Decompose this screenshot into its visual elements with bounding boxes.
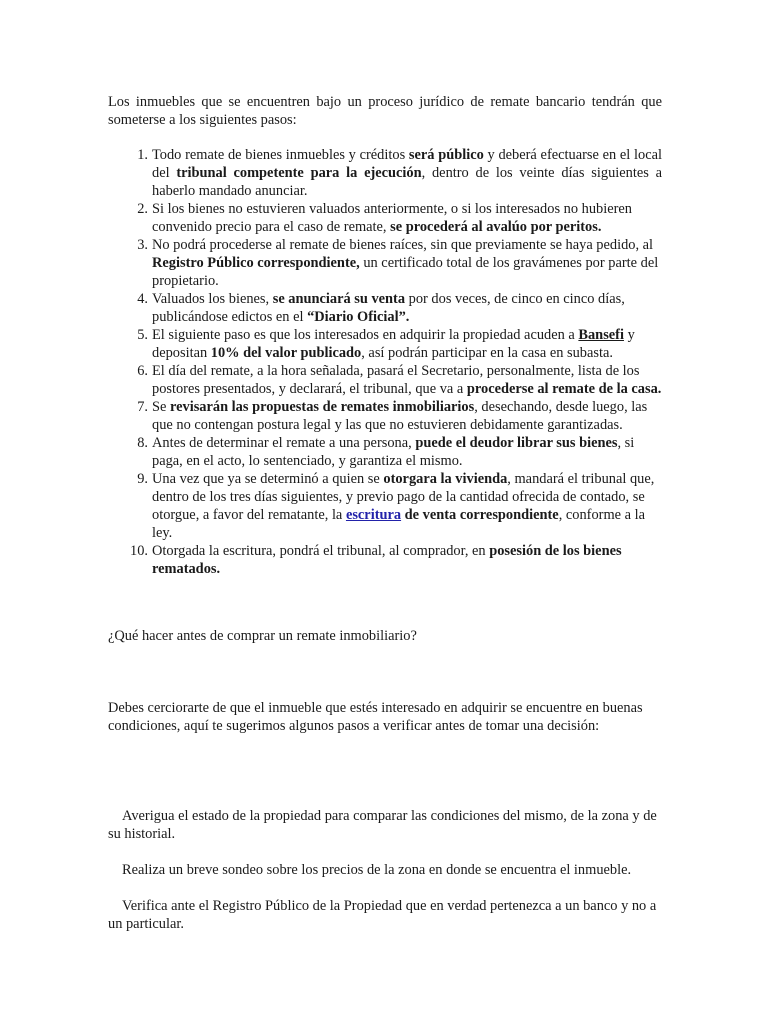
step-text: , dentro de los veinte días siguientes a haberlo mandado anunciar.	[152, 165, 662, 199]
advice-paragraph: Debes cerciorarte de que el inmueble que estés interesado en adquirir se encuentre en buenas condiciones, aquí te sugerimos algunos pasos a verificar antes de tomar una decisión:	[108, 700, 643, 734]
list-number: 2.	[137, 201, 148, 217]
step-text: y depositan	[152, 327, 635, 361]
list-number: 6.	[137, 363, 148, 379]
step-text: , si paga, en el acto, lo sentenciado, y garantiza el mismo.	[152, 435, 635, 469]
intro-paragraph: Los inmuebles que se encuentren bajo un proceso jurídico de remate bancario tendrán que someterse a los siguientes pasos:	[108, 94, 662, 128]
step-text: Se	[152, 399, 170, 415]
list-item	[108, 470, 662, 542]
step-text: , mandará el tribunal que, dentro de los tres días siguientes, y previo pago de la cantidad ofrecida de contado, se otorgue, a favor del rematante, la	[152, 471, 655, 523]
step-bold: otorgara la vivienda	[383, 471, 508, 487]
list-number: 10.	[130, 543, 148, 559]
step-bold: tribunal competente para la ejecución	[176, 165, 422, 181]
list-number: 3.	[137, 237, 148, 253]
list-item	[108, 542, 662, 578]
list-item	[108, 290, 662, 326]
list-number: 5.	[137, 327, 148, 343]
step-bold: se procederá al avalúo por peritos.	[390, 219, 602, 235]
tip-paragraph: Realiza un breve sondeo sobre los precios de la zona en donde se encuentra el inmueble.	[122, 862, 632, 878]
list-number: 4.	[137, 291, 148, 307]
step-bold: será público	[408, 147, 484, 163]
step-text: Otorgada la escritura, pondrá el tribunal, al comprador, en	[152, 543, 490, 559]
step-text: El día del remate, a la hora señalada, pasará el Secretario, personalmente, lista de los postores presentados, y declarará, el tribunal, que va a	[152, 363, 640, 397]
step-text: y deberá efectuarse en el local del	[152, 147, 663, 181]
steps-list	[108, 146, 662, 578]
step-text: Una vez que ya se determinó a quien se	[152, 471, 384, 487]
step-text: Todo remate de bienes inmuebles y créditos	[152, 147, 409, 163]
step-text: , desechando, desde luego, las que no contengan postura legal y las que no estuvieren debidamente garantizadas.	[152, 399, 648, 433]
step-bold: de venta correspondiente	[401, 507, 559, 523]
step-text: , conforme a la ley.	[152, 507, 646, 541]
list-number: 7.	[137, 399, 148, 415]
list-number: 8.	[137, 435, 148, 451]
step-text: Si los bienes no estuvieren valuados anteriormente, o si los interesados no hubieren convenido precio para el caso de remate,	[152, 201, 632, 235]
step-text: No podrá procederse al remate de bienes raíces, sin que previamente se haya pedido, al	[152, 237, 654, 253]
step-bold: posesión de los bienes rematados.	[152, 543, 622, 577]
step-bold: procederse al remate de la casa.	[466, 381, 662, 397]
escritura-link[interactable]: escritura	[345, 507, 402, 523]
list-item	[108, 236, 662, 290]
step-bold: Registro Público correspondiente,	[152, 255, 360, 271]
bansefi-text: Bansefi	[578, 327, 624, 343]
list-number: 9.	[137, 471, 148, 487]
list-item	[108, 434, 662, 470]
tip-paragraph: Averigua el estado de la propiedad para comparar las condiciones del mismo, de la zona y de su historial.	[108, 808, 657, 842]
step-bold: “Diario Oficial”.	[307, 309, 410, 325]
step-text: , así podrán participar en la casa en subasta.	[361, 345, 613, 361]
list-item	[108, 398, 662, 434]
step-text: por dos veces, de cinco en cinco días, publicándose edictos en el	[152, 291, 625, 325]
step-bold: revisarán las propuestas de remates inmobiliarios	[170, 399, 475, 415]
section-question: ¿Qué hacer antes de comprar un remate inmobiliario?	[108, 628, 417, 644]
step-bold: puede el deudor librar sus bienes	[415, 435, 618, 451]
step-text: Valuados los bienes,	[152, 291, 273, 307]
tip-paragraph: Verifica ante el Registro Público de la Propiedad que en verdad pertenezca a un banco y no a un particular.	[108, 898, 657, 932]
step-text: El siguiente paso es que los interesados en adquirir la propiedad acuden a	[152, 327, 579, 343]
step-text: Antes de determinar el remate a una persona,	[152, 435, 416, 451]
step-text: un certificado total de los gravámenes por parte del propietario.	[152, 255, 659, 289]
list-item	[108, 200, 662, 236]
step-bold: se anunciará su venta	[272, 291, 406, 307]
step-bold: 10% del valor publicado	[210, 345, 362, 361]
list-item	[108, 326, 662, 362]
list-number: 1.	[137, 147, 148, 163]
list-item	[108, 146, 662, 200]
list-item	[108, 362, 662, 398]
